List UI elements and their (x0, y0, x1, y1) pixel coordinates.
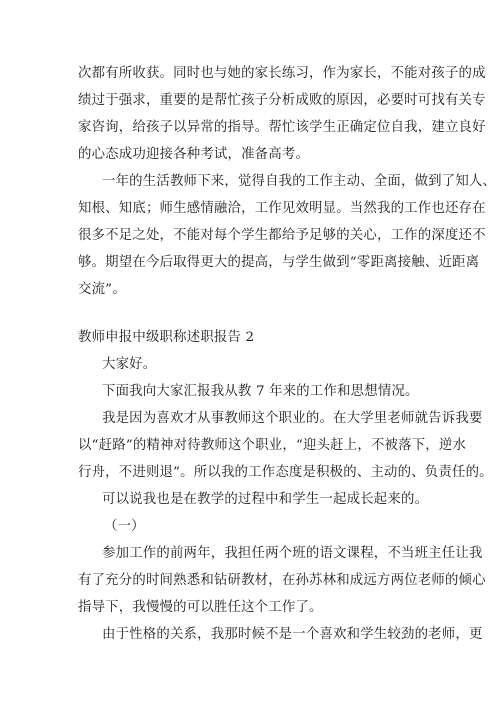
report-paragraph-3-line-3: 行舟，不进则退”。所以我的工作态度是积极的、主动的、负责任的。 (78, 465, 493, 480)
paragraph-1-line-3: 家咨询，给孩子以异常的指导。帮忙该学生正确定位自我，建立良好 (78, 120, 486, 135)
section-number: （一） (104, 519, 145, 534)
paragraph-2-line-5: 交流”。 (78, 282, 126, 297)
paragraph-2-line-3: 很多不足之处，不能对每个学生都给予足够的关心，工作的深度还不 (78, 228, 486, 243)
paragraph-2-line-1: 一年的生活教师下来，觉得自我的工作主动、全面，做到了知人、 (102, 174, 497, 189)
report-paragraph-6-line-1: 参加工作的前两年，我担任两个班的语文课程，不当班主任让我 (102, 546, 483, 561)
report-paragraph-3-line-2: 以“赶路”的精神对待教师这个职业，“迎头赶上，不被落下，逆水 (78, 438, 467, 453)
paragraph-2-line-2: 知根、知底；师生感情融洽，工作见效明显。当然我的工作也还存在 (78, 201, 486, 216)
section-title: 教师申报中级职称述职报告 2 (78, 330, 255, 345)
report-paragraph-4: 可以说我也是在教学的过程中和学生一起成长起来的。 (102, 492, 429, 507)
report-paragraph-7-line-1: 由于性格的关系，我那时候不是一个喜欢和学生较劲的老师，更 (102, 627, 483, 642)
report-paragraph-3-line-1: 我是因为喜欢才从事教师这个职业的。在大学里老师就告诉我要 (102, 411, 483, 426)
paragraph-2-line-4: 够。期望在今后取得更大的提高，与学生做到“零距离接触、近距离 (78, 255, 480, 270)
paragraph-1-line-1: 次都有所收获。同时也与她的家长练习，作为家长，不能对孩子的成 (78, 66, 486, 81)
report-paragraph-6-line-2: 有了充分的时间熟悉和钻研教材，在孙苏林和成远方两位老师的倾心 (78, 573, 486, 588)
paragraph-1-line-2: 绩过于强求，重要的是帮忙孩子分析成败的原因，必要时可找有关专 (78, 93, 486, 108)
paragraph-1-line-4: 的心态成功迎接各种考试，准备高考。 (78, 147, 310, 162)
report-greeting: 大家好。 (102, 357, 157, 372)
report-paragraph-6-line-3: 指导下，我慢慢的可以胜任这个工作了。 (78, 600, 323, 615)
report-intro: 下面我向大家汇报我从教 7 年来的工作和思想情况。 (102, 384, 419, 399)
